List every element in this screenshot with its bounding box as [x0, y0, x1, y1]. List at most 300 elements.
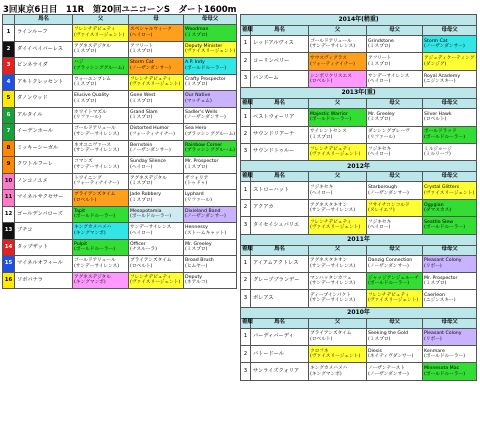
dam-sire-cell: [367, 126, 423, 143]
dam-sire-cell-line1: Storm Cat: [130, 60, 154, 66]
dam-sire-cell-line2: (ミスプロ): [130, 98, 153, 104]
dam-dam-sire-cell-line2: (ヴァイスリージェント): [185, 49, 236, 55]
header-rank: 着順: [241, 99, 251, 109]
sire-cell: [309, 36, 367, 53]
header-damsire: 母母父: [423, 172, 477, 182]
sire-cell: [73, 173, 129, 190]
horse-name: マイネルサクセサー: [15, 190, 73, 207]
sire-cell-line1: ゴールドアリュール: [74, 126, 116, 132]
horse-name: ラインルーフ: [15, 25, 73, 42]
sire-cell-line2: (フォーティナイナー): [74, 181, 119, 187]
sire-cell-line2: (サンデーサイレンス): [310, 298, 356, 304]
dam-sire-cell-line2: (ナスルーラ): [130, 247, 157, 253]
result-row: [241, 126, 477, 143]
dam-dam-sire-cell-line2: (ミスプロ): [185, 32, 208, 38]
dam-sire-cell-line2: (ヘイロー): [130, 32, 153, 38]
sire-cell: [309, 126, 367, 143]
dam-dam-sire-cell: [184, 173, 237, 190]
sire-cell-line1: ブライアンズタイム: [74, 192, 116, 198]
post-number: 6: [3, 107, 15, 124]
sire-cell-line1: フレンチデピュティ: [310, 219, 352, 225]
finish-rank: 3: [241, 290, 251, 307]
dam-sire-cell-line1: Gone West: [130, 93, 156, 99]
result-header-row: [241, 172, 477, 182]
dam-sire-cell: [129, 157, 184, 174]
dam-dam-sire-cell-line1: Minnesota Mac: [424, 366, 460, 372]
dam-sire-cell-line1: Mr. Greeley: [368, 111, 395, 117]
result-row: [241, 109, 477, 126]
sire-cell-line2: (リファール): [74, 115, 101, 121]
dam-sire-cell-line1: フサイチコンコルド: [368, 202, 410, 208]
dam-sire-cell: [367, 255, 423, 272]
dam-sire-cell: [129, 58, 184, 75]
post-number: 12: [3, 206, 15, 223]
dam-sire-cell: [129, 41, 184, 58]
dam-sire-cell-line2: (ボールドルーラー): [368, 281, 410, 287]
sire-cell-line1: アグネスデジタル: [74, 274, 111, 280]
dam-sire-cell-line2: (リファール): [368, 134, 395, 140]
sire-cell-line1: キングカメハメハ: [74, 225, 112, 231]
sire-cell: [73, 157, 129, 174]
horse-name: マイネルオフィール: [15, 256, 73, 273]
dam-sire-cell-line2: (ミスプロ): [130, 197, 153, 203]
sire-cell-line2: (ヘイロー): [310, 190, 333, 196]
dam-dam-sire-cell: [184, 41, 237, 58]
dam-sire-cell-line2: (ヌレイエフ): [368, 207, 395, 213]
year-header-row: [241, 88, 477, 99]
dam-dam-sire-cell-line2: (ミスプロ): [424, 281, 447, 287]
dam-dam-sire-cell-line2: (ニジンスキー): [424, 78, 456, 84]
horse-name: レッドアルヴィス: [251, 36, 309, 53]
dam-sire-cell: [367, 346, 423, 363]
sire-cell-line2: (ロベルト): [310, 336, 333, 342]
finish-rank: 1: [241, 328, 251, 345]
entries-header-row: [3, 15, 237, 25]
dam-dam-sire-cell-line1: Lyphard: [185, 192, 204, 198]
dam-dam-sire-cell-line1: Dixieland Band: [185, 208, 221, 214]
header-horse: 馬名: [251, 245, 309, 255]
dam-sire-cell-line2: (ノーザンダンサー): [130, 148, 171, 154]
dam-sire-cell-line2: (ミスプロ): [368, 44, 391, 50]
dam-dam-sire-cell-line2: (ダンジグ): [424, 61, 447, 67]
dam-dam-sire-cell-line1: Mr. Prospector: [185, 159, 219, 165]
table-row: [3, 239, 237, 256]
year-header-row: [241, 15, 477, 26]
sire-cell: [73, 91, 129, 108]
dam-sire-cell-line1: ジャッジアンジェルーチ: [368, 275, 420, 281]
dam-dam-sire-cell-line1: Pleasant Colony: [424, 331, 462, 337]
horse-name: ストローハット: [251, 182, 309, 199]
dam-dam-sire-cell-line2: (リボー): [424, 336, 442, 342]
horse-name: サンライズクォリア: [251, 363, 309, 380]
sire-cell-line2: (ヴァイスリージェント): [310, 152, 361, 158]
horse-name: ノンコノユメ: [15, 173, 73, 190]
result-row: [241, 182, 477, 199]
dam-sire-cell-line2: (ミスプロ): [130, 181, 153, 187]
dam-dam-sire-cell-line2: (ブラッシンググルーム): [185, 131, 236, 137]
dam-sire-cell-line2: (ヘイロー): [368, 225, 391, 231]
dam-dam-sire-cell-line2: (ネアルコ): [185, 280, 208, 286]
dam-dam-sire-cell-line1: Broad Brush: [185, 258, 214, 264]
table-row: [3, 41, 237, 58]
dam-sire-cell-line2: (ヴァイスリージェント): [130, 82, 181, 88]
finish-rank: 2: [241, 346, 251, 363]
post-number: 1: [3, 25, 15, 42]
dam-sire-cell: [129, 124, 184, 141]
sire-cell-line2: (ヴァイスリージェント): [310, 225, 361, 231]
dam-dam-sire-cell-line2: (ブラッシンググルーム): [185, 148, 236, 154]
result-row: [241, 346, 477, 363]
dam-sire-cell-line1: フレンチデピュティ: [130, 274, 172, 280]
dam-dam-sire-cell-line1: Our Native: [185, 93, 211, 99]
dam-dam-sire-cell: [184, 124, 237, 141]
sire-cell-line2: (ロベルト): [310, 78, 333, 84]
dam-sire-cell: [129, 190, 184, 207]
finish-rank: 2: [241, 199, 251, 216]
dam-dam-sire-cell-line2: (ボールドルーラー): [424, 354, 466, 360]
dam-dam-sire-cell-line1: ミルジョージ: [424, 146, 452, 152]
sire-cell-line2: (キングマンボ): [74, 230, 106, 236]
year-label: 2011年: [241, 234, 477, 245]
dam-sire-cell-line1: スペシャルウィーク: [130, 27, 172, 33]
sire-cell-line1: シンボリクリスエス: [310, 73, 352, 79]
sire-cell-line2: (サンデーサイレンス): [310, 44, 356, 50]
horse-name: ブチコ: [15, 223, 73, 240]
table-row: [3, 272, 237, 289]
sire-cell-line1: フレンチデピュティ: [74, 27, 116, 33]
post-number: 13: [3, 223, 15, 240]
horse-name: クワトルフーレ: [15, 157, 73, 174]
dam-sire-cell-line2: (ヘイロー): [368, 78, 391, 84]
post-number: 16: [3, 272, 15, 289]
sire-cell-line1: ブライアンズタイム: [310, 331, 352, 337]
sire-cell: [73, 223, 129, 240]
dam-dam-sire-cell-line2: (ノーザンダンサー): [185, 214, 226, 220]
sire-cell: [309, 70, 367, 87]
sire-cell-line1: コマンズ: [74, 159, 93, 165]
dam-dam-sire-cell-line1: Crafty Prospector: [185, 76, 226, 82]
dam-dam-sire-cell-line1: Ogygian: [424, 202, 444, 208]
sire-cell-line2: (ボールドルーラー): [74, 247, 116, 253]
dam-dam-sire-cell-line2: (リファール): [185, 197, 212, 203]
sire-cell-line1: アグネスタキオン: [310, 202, 348, 208]
horse-name: ダノンウッド: [15, 91, 73, 108]
result-row: [241, 328, 477, 345]
sire-cell-line1: ゴールドアリュール: [310, 38, 352, 44]
dam-dam-sire-cell-line1: Rainbow Corner: [185, 142, 223, 148]
sire-cell: [73, 41, 129, 58]
sire-cell-line1: フジキセキ: [310, 185, 334, 191]
sire-cell: [73, 190, 129, 207]
dam-sire-cell: [129, 74, 184, 91]
table-row: [3, 173, 237, 190]
sire-cell-line1: クロフネ: [310, 348, 329, 354]
result-row: [241, 53, 477, 70]
header-damsire: 母母父: [184, 15, 237, 25]
sire-cell: [73, 206, 129, 223]
finish-rank: 3: [241, 143, 251, 160]
dam-sire-cell: [367, 290, 423, 307]
dam-sire-cell: [129, 239, 184, 256]
sire-cell-line2: (フォーティナイナー): [310, 61, 355, 67]
dam-sire-cell-line2: (ミスプロ): [368, 336, 391, 342]
dam-sire-cell-line1: Jade Robbery: [130, 192, 162, 198]
dam-dam-sire-cell-line2: (ダマスカス): [424, 207, 452, 213]
dam-sire-cell-line2: (ヴァイスリージェント): [130, 280, 181, 286]
dam-dam-sire-cell: [184, 157, 237, 174]
dam-dam-sire-cell: [423, 126, 477, 143]
dam-sire-cell-line2: (ノーザンダンサー): [130, 65, 171, 71]
sire-cell-line1: サウスヴィグラス: [310, 56, 347, 62]
dam-sire-cell-line1: アグネスデジタル: [130, 175, 167, 181]
year-header-row: [241, 161, 477, 172]
sire-cell-line2: (サンデーサイレンス): [310, 281, 356, 287]
dam-dam-sire-cell-line2: (ボールドルーラー): [424, 225, 466, 231]
sire-cell: [309, 182, 367, 199]
finish-rank: 3: [241, 363, 251, 380]
dam-sire-cell-line1: Grindstone: [368, 38, 394, 44]
sire-cell-line2: (サンデーサイレンス): [74, 164, 120, 170]
dam-sire-cell-line1: Distorted Humor: [130, 126, 170, 132]
dam-dam-sire-cell-line1: Mr. Greeley: [185, 241, 212, 247]
result-row: [241, 290, 477, 307]
sire-cell-line2: (ヴァイスリージェント): [74, 32, 125, 38]
header-dam: 母父: [367, 26, 423, 36]
dam-dam-sire-cell-line2: (ヴァイスリージェント): [424, 190, 475, 196]
finish-rank: 2: [241, 126, 251, 143]
sire-cell-line2: (ロベルト): [74, 197, 97, 203]
page-title: 3回東京6日目 11R 第20回ユニコーンS ダート1600m: [3, 5, 237, 15]
sire-cell-line2: (ヴァイスリージェント): [310, 354, 361, 360]
dam-dam-sire-cell: [423, 328, 477, 345]
sire-cell-line2: (ブラッシンググルーム): [74, 65, 125, 71]
dam-dam-sire-cell-line1: Caerleon: [424, 293, 445, 299]
dam-dam-sire-cell-line2: (マッチェム): [185, 98, 212, 104]
dam-dam-sire-cell: [423, 53, 477, 70]
header-sire: 父: [73, 15, 129, 25]
dam-dam-sire-cell-line1: Crystal Glitters: [424, 185, 460, 191]
dam-sire-cell: [367, 143, 423, 160]
dam-dam-sire-cell: [423, 109, 477, 126]
dam-dam-sire-cell-line1: Woodman: [185, 27, 209, 33]
dam-sire-cell: [367, 109, 423, 126]
header-rank: 着順: [241, 318, 251, 328]
sire-cell-line2: (ボールドルーラー): [74, 214, 116, 220]
horse-name: タイセイシュバリエ: [251, 217, 309, 234]
dam-dam-sire-cell-line2: (ロベルト): [424, 117, 447, 123]
post-number: 5: [3, 91, 15, 108]
header-horse: 馬名: [251, 172, 309, 182]
table-row: [3, 157, 237, 174]
result-row: [241, 217, 477, 234]
horse-name: タップザット: [15, 239, 73, 256]
result-row: [241, 363, 477, 380]
dam-dam-sire-cell-line1: Sea Hero: [185, 126, 207, 132]
post-number: 7: [3, 124, 15, 141]
dam-sire-cell: [367, 328, 423, 345]
dam-dam-sire-cell: [423, 199, 477, 216]
dam-dam-sire-cell: [184, 272, 237, 289]
dam-dam-sire-cell-line2: (ストームキャット): [185, 230, 227, 236]
table-row: [3, 107, 237, 124]
dam-dam-sire-cell-line2: (ミスプロ): [185, 164, 208, 170]
result-row: [241, 272, 477, 289]
sire-cell: [309, 272, 367, 289]
sire-cell-line2: (キングマンボ): [310, 371, 342, 377]
horse-name: グレープブランデー: [251, 272, 309, 289]
sire-cell-line1: Pulpit: [74, 241, 88, 247]
dam-dam-sire-cell-line2: (ノーザンダンサー): [424, 44, 465, 50]
dam-sire-cell-line1: Grand Slam: [130, 109, 158, 115]
result-row: [241, 255, 477, 272]
sire-cell-line2: (サンデーサイレンス): [310, 263, 356, 269]
table-row: [3, 74, 237, 91]
dam-dam-sire-cell-line2: (ノーザンダンサー): [185, 115, 226, 121]
dam-sire-cell-line1: アフリート: [130, 43, 154, 49]
dam-sire-cell: [129, 223, 184, 240]
sire-cell: [73, 58, 129, 75]
dam-sire-cell: [129, 206, 184, 223]
dam-sire-cell-line2: (ヘイロー): [130, 164, 153, 170]
dam-sire-cell-line2: (フォーティナイナー): [130, 131, 175, 137]
header-dam: 母父: [367, 172, 423, 182]
dam-sire-cell-line1: ノーザンテースト: [368, 366, 406, 372]
header-damsire: 母母父: [423, 318, 477, 328]
dam-sire-cell: [129, 256, 184, 273]
dam-dam-sire-cell: [184, 91, 237, 108]
sire-cell-line2: (キングマンボ): [74, 280, 106, 286]
horse-name: ピンネライダ: [15, 58, 73, 75]
header-dam: 母父: [367, 318, 423, 328]
sire-cell-line1: サイレントセンス: [310, 129, 347, 135]
dam-sire-cell-line1: Mesopotamia: [130, 208, 162, 214]
dam-sire-cell-line2: (ノーザンダンサー): [368, 263, 409, 269]
table-row: [3, 223, 237, 240]
post-number: 10: [3, 173, 15, 190]
dam-sire-cell-line1: ダンシングブレーヴ: [368, 129, 410, 135]
sire-cell-line1: ホワイトマズル: [74, 109, 107, 115]
horse-name: コーリンベリー: [251, 53, 309, 70]
year-header-row: [241, 307, 477, 318]
dam-sire-cell-line2: (ボールドルーラー): [130, 214, 172, 220]
result-row: [241, 143, 477, 160]
post-number: 3: [3, 58, 15, 75]
header-horse: 馬名: [251, 318, 309, 328]
dam-dam-sire-cell-line1: Kenmare: [424, 348, 445, 354]
dam-dam-sire-cell: [423, 290, 477, 307]
dam-dam-sire-cell: [184, 140, 237, 157]
sire-cell-line1: キングカメハメハ: [310, 366, 348, 372]
dam-dam-sire-cell: [423, 182, 477, 199]
result-row: [241, 36, 477, 53]
horse-name: アキトクレッセント: [15, 74, 73, 91]
dam-sire-cell-line1: Diesis: [368, 348, 382, 354]
sire-cell-line2: (サンデーサイレンス): [74, 263, 120, 269]
dam-dam-sire-cell-line1: ザフォリア: [185, 175, 209, 181]
dam-dam-sire-cell: [423, 346, 477, 363]
horse-name: ベストウォーリア: [251, 109, 309, 126]
dam-dam-sire-cell-line1: Hennessy: [185, 225, 208, 231]
dam-dam-sire-cell-line1: Pleasant Colony: [424, 258, 462, 264]
result-header-row: [241, 99, 477, 109]
table-row: [3, 124, 237, 141]
horse-name: ゴールデンバローズ: [15, 206, 73, 223]
post-number: 4: [3, 74, 15, 91]
horse-name: アクアカ: [251, 199, 309, 216]
dam-sire-cell-line1: Danzig Connection: [368, 258, 413, 264]
dam-dam-sire-cell-line2: (ヒムヤー): [185, 263, 208, 269]
table-row: [3, 206, 237, 223]
sire-cell: [73, 25, 129, 42]
dam-dam-sire-cell-line1: Silver Hawk: [424, 111, 452, 117]
dam-dam-sire-cell-line1: A.P. Indy: [185, 60, 205, 66]
dam-dam-sire-cell: [423, 363, 477, 380]
post-number: 8: [3, 140, 15, 157]
horse-name: バーディバーディ: [251, 328, 309, 345]
sire-cell-line1: ウォーエンブレム: [74, 76, 111, 82]
dam-dam-sire-cell: [184, 206, 237, 223]
sire-cell: [309, 328, 367, 345]
horse-name: ダイイペイバーレス: [15, 41, 73, 58]
sire-cell: [309, 143, 367, 160]
horse-name: サウンドトゥルー: [251, 143, 309, 160]
finish-rank: 1: [241, 182, 251, 199]
dam-dam-sire-cell: [184, 74, 237, 91]
dam-dam-sire-cell-line2: (ボールドルーラー): [424, 371, 466, 377]
dam-sire-cell-line2: (ノーザンダンサー): [368, 190, 409, 196]
sire-cell: [309, 199, 367, 216]
dam-dam-sire-cell: [184, 25, 237, 42]
dam-dam-sire-cell: [423, 70, 477, 87]
sire-cell: [309, 290, 367, 307]
header-sire: 父: [309, 245, 367, 255]
dam-dam-sire-cell-line2: (ボールドルーラー): [185, 65, 227, 71]
dam-sire-cell-line1: フレンチデピュティ: [130, 76, 172, 82]
sire-cell: [309, 255, 367, 272]
dam-sire-cell-line2: (ミスプロ): [368, 61, 391, 67]
dam-dam-sire-cell-line2: (ミスプロ): [185, 82, 208, 88]
header-dam: 母父: [367, 245, 423, 255]
sire-cell: [73, 256, 129, 273]
dam-dam-sire-cell-line2: (トゥドゥ): [185, 181, 208, 187]
sire-cell: [309, 363, 367, 380]
sire-cell-line1: アグネスタキオン: [310, 258, 348, 264]
header-sire: 父: [309, 172, 367, 182]
dam-sire-cell-line1: Bernstein: [130, 142, 153, 148]
dam-sire-cell: [129, 91, 184, 108]
dam-sire-cell: [367, 36, 423, 53]
horse-name: ソボバナラ: [15, 272, 73, 289]
dam-dam-sire-cell-line1: アジュディケーティング: [424, 56, 475, 62]
sire-cell-line2: (サンデーサイレンス): [74, 131, 120, 137]
dam-sire-cell-line1: ブライアンズタイム: [130, 258, 172, 264]
year-label: 2013年(重): [241, 88, 477, 99]
dam-dam-sire-cell-line1: Mr. Prospector: [424, 275, 458, 281]
sire-cell-line1: ハジ: [74, 60, 84, 66]
sire-cell-line1: トワイニング: [74, 175, 102, 181]
sire-cell-line2: (ミスプロ): [74, 82, 97, 88]
sire-cell-line2: (ボールドルーラー): [310, 117, 352, 123]
horse-name: ミッキーシーガル: [15, 140, 73, 157]
dam-dam-sire-cell-line2: (ミルリーフ): [424, 152, 451, 158]
header-rank: 着順: [241, 26, 251, 36]
dam-sire-cell-line2: (ミスプロ): [130, 115, 153, 121]
sire-cell-line1: マンハッタンカフェ: [310, 275, 352, 281]
dam-dam-sire-cell-line1: Seattle Slew: [424, 219, 454, 225]
dam-sire-cell-line2: (ネイティヴダンサー): [368, 354, 414, 360]
sire-cell: [309, 346, 367, 363]
horse-name: アイアムアクトレス: [251, 255, 309, 272]
